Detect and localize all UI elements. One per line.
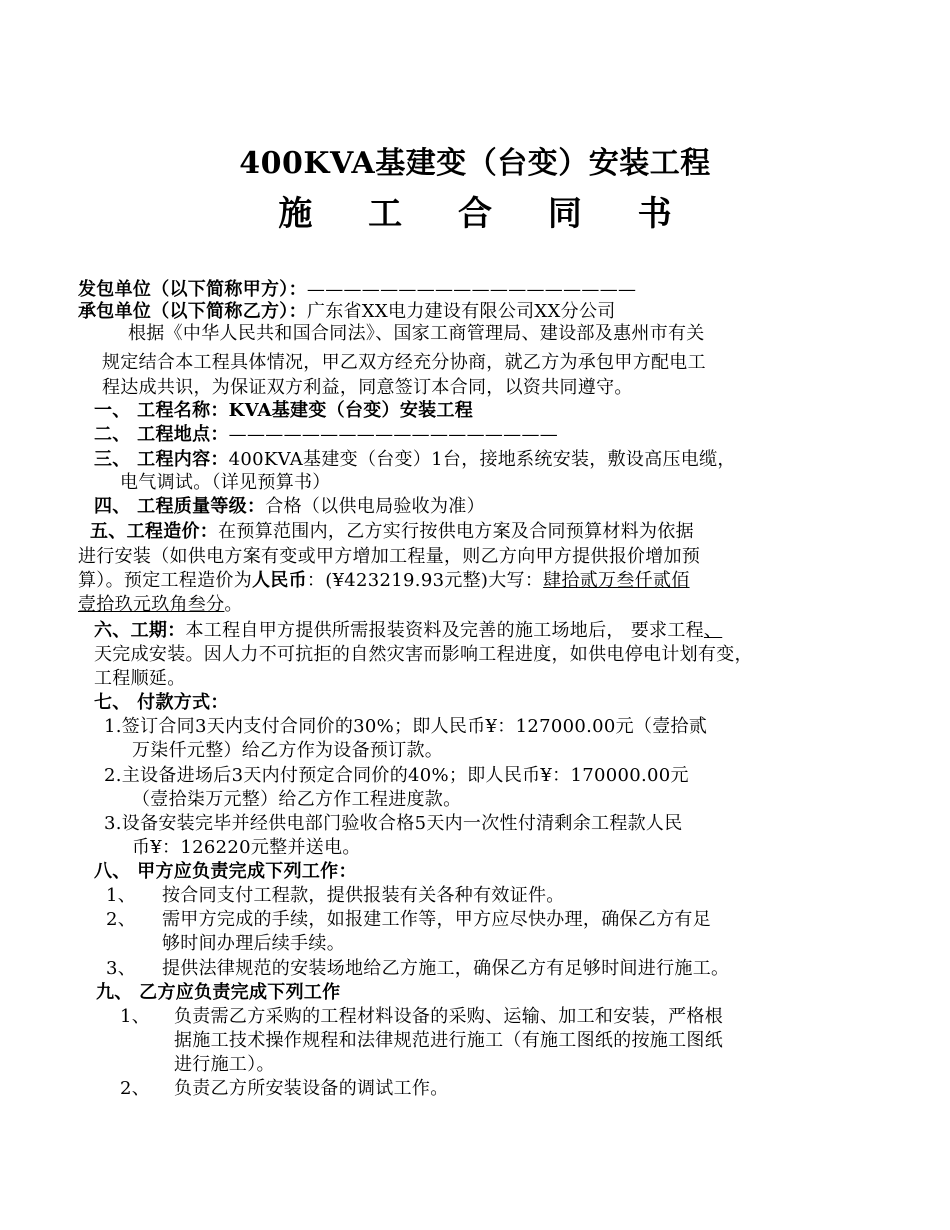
party-b-duty-1-line-1: 负责需乙方采购的工程材料设备的采购、运输、加工和安装，严格根 xyxy=(174,1006,723,1027)
cost-amount-words-2: 壹拾玖元玖角叁分 xyxy=(78,594,225,615)
cost-currency: 人民币 xyxy=(252,570,307,591)
duration-line-3: 工程顺延。 xyxy=(94,668,186,689)
document-subtitle: 施 工 合 同 书 xyxy=(278,194,694,234)
payment-3-line-2: 币¥：126220元整并送电。 xyxy=(132,837,361,858)
cost-line-3a: 算）。预定工程造价为 xyxy=(78,570,252,591)
party-a-duty-1: 按合同支付工程款，提供报装有关各种有效证件。 xyxy=(162,885,565,906)
duration-line-2: 天完成安装。因人力不可抗拒的自然灾害而影响工程进度，如供电停电计划有变， xyxy=(94,644,753,665)
intro-line-1: 根据《中华人民共和国合同法》、国家工商管理局、建设部及惠州市有关 xyxy=(128,323,705,344)
section-quality-grade xyxy=(94,496,485,518)
cost-line-1: 在预算范围内，乙方实行按供电方案及合同预算材料为依据 xyxy=(218,521,694,542)
cost-amount-words-1: 肆拾贰万叁仟贰佰 xyxy=(543,570,690,591)
project-location-label: 二、 工程地点： xyxy=(94,424,229,445)
project-location-value: —————————————————— xyxy=(228,424,559,445)
duration-line-1: 本工程自甲方提供所需报装资料及完善的施工场地后， 要求工程 xyxy=(185,620,704,641)
party-b-duty-1-line-3: 进行施工）。 xyxy=(174,1054,275,1075)
project-content-value: 400KVA基建变（台变）1台，接地系统安装，敷设高压电缆， xyxy=(228,449,736,470)
duration-label: 六、工期： xyxy=(94,620,186,641)
duration-blank: 、 xyxy=(703,620,723,641)
payment-3-line-1: 3.设备安装完毕并经供电部门验收合格5天内一次性付清剩余工程款人民 xyxy=(104,813,683,834)
cost-line-3 xyxy=(78,570,690,592)
section-party-b-duties: 九、 乙方应负责完成下列工作 xyxy=(96,982,341,1003)
cost-label: 五、工程造价： xyxy=(90,521,219,542)
party-a-line xyxy=(78,279,636,301)
party-a-duty-2-line-2: 够时间办理后续手续。 xyxy=(162,933,345,954)
project-name-value: KVA基建变（台变）安装工程 xyxy=(228,400,474,421)
quality-grade-label: 四、 工程质量等级： xyxy=(94,496,266,517)
party-a-duty-3-num: 3、 xyxy=(106,958,137,979)
party-b-duty-1-line-2: 据施工技术操作规程和法律规范进行施工（有施工图纸的按施工图纸 xyxy=(174,1030,723,1051)
party-b-duty-2: 负责乙方所安装设备的调试工作。 xyxy=(174,1078,449,1099)
payment-2-line-1: 2.主设备进场后3天内付预定合同价的40%；即人民币¥：170000.00元 xyxy=(104,765,689,786)
payment-1-line-1: 1.签订合同3天内支付合同价的30%；即人民币¥：127000.00元（壹拾贰 xyxy=(104,716,708,737)
party-a-value: —————————————————— xyxy=(306,279,637,300)
cost-line-4 xyxy=(78,594,243,616)
party-a-duty-1-num: 1、 xyxy=(106,885,137,906)
cost-line-2: 进行安装（如供电方案有变或甲方增加工程量，则乙方向甲方提供报价增加预 xyxy=(78,546,701,567)
section-cost xyxy=(90,521,694,543)
section-duration xyxy=(94,620,722,642)
party-a-label: 发包单位（以下简称甲方）： xyxy=(78,279,307,300)
intro-line-3: 程达成共识，为保证双方利益，同意签订本合同，以资共同遵守。 xyxy=(102,377,633,398)
section-project-content xyxy=(94,449,736,471)
document-title: 400KVA基建变（台变）安装工程 xyxy=(239,146,711,181)
party-b-duty-1-num: 1、 xyxy=(120,1006,151,1027)
party-b-line xyxy=(78,301,616,323)
project-content-label: 三、 工程内容： xyxy=(94,449,229,470)
intro-line-2: 规定结合本工程具体情况，甲乙双方经充分协商，就乙方为承包甲方配电工 xyxy=(102,352,706,373)
party-a-duty-3: 提供法律规范的安装场地给乙方施工，确保乙方有足够时间进行施工。 xyxy=(162,958,730,979)
party-a-duty-2-line-1: 需甲方完成的手续，如报建工作等，甲方应尽快办理，确保乙方有足 xyxy=(162,909,711,930)
party-b-value: 广东省XX电力建设有限公司XX分公司 xyxy=(306,301,616,322)
project-content-line-2: 电气调试。（详见预算书） xyxy=(120,472,331,493)
section-party-a-duties: 八、 甲方应负责完成下列工作： xyxy=(94,861,357,882)
payment-2-line-2: （壹拾柒万元整）给乙方作工程进度款。 xyxy=(132,789,462,810)
section-project-location xyxy=(94,424,558,446)
payment-1-line-2: 万柒仟元整）给乙方作为设备预订款。 xyxy=(132,740,444,761)
party-b-label: 承包单位（以下简称乙方）： xyxy=(78,301,307,322)
project-name-label: 一、 工程名称： xyxy=(94,400,229,421)
quality-grade-value: 合格（以供电局验收为准） xyxy=(265,496,485,517)
cost-amount: ：(¥423219.93元整)大写： xyxy=(306,570,544,591)
party-a-duty-2-num: 2、 xyxy=(106,909,137,930)
party-b-duty-2-num: 2、 xyxy=(120,1078,151,1099)
section-payment: 七、 付款方式： xyxy=(94,692,229,713)
cost-line-4-end: 。 xyxy=(224,594,243,615)
section-project-name xyxy=(94,400,473,422)
